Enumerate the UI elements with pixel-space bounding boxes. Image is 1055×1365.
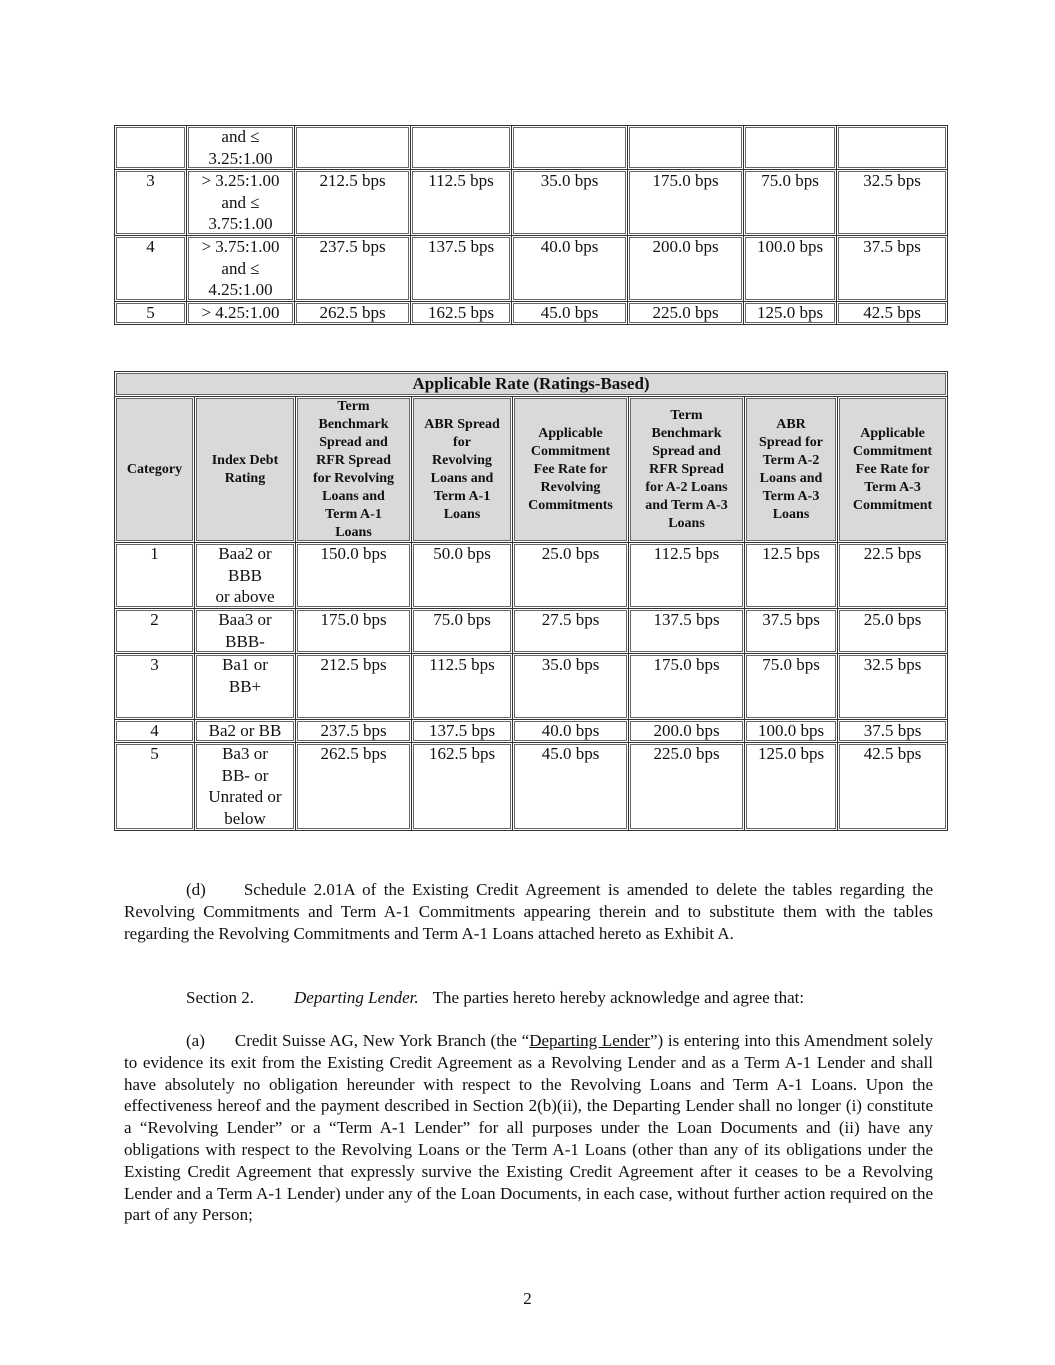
section-2-text: The parties hereto hereby acknowledge and agree that:	[432, 988, 805, 1007]
rate-cell: 150.0 bps	[296, 543, 412, 609]
rate-cell: 50.0 bps	[412, 543, 513, 609]
rate-cell: 175.0 bps	[628, 170, 744, 236]
table-row	[115, 743, 948, 831]
cell-line: BBB-	[225, 631, 265, 651]
category-cell: 4	[115, 236, 187, 302]
table-row	[115, 609, 948, 654]
rate-cell	[837, 126, 948, 170]
leverage-ratio-cell	[187, 170, 295, 236]
rate-cell: 237.5 bps	[296, 720, 412, 743]
table-row	[115, 654, 948, 720]
cell-line: Index Debt	[211, 452, 279, 468]
cell-line: 3.25:1.00	[208, 148, 273, 168]
table-row	[115, 720, 948, 743]
cell-line: for	[453, 434, 471, 450]
category-cell: 1	[115, 543, 195, 609]
rate-cell: 37.5 bps	[838, 720, 948, 743]
rate-cell: 237.5 bps	[295, 236, 411, 302]
rate-cell: 42.5 bps	[838, 743, 948, 831]
cell-line: for A-2 Loans	[645, 479, 728, 495]
rate-cell	[628, 126, 744, 170]
cell-line: Loans	[335, 524, 372, 540]
rate-cell: 32.5 bps	[837, 170, 948, 236]
index-debt-rating-cell	[195, 654, 296, 720]
rate-cell: 200.0 bps	[629, 720, 745, 743]
ratings-table-body	[115, 543, 948, 831]
rate-cell: 162.5 bps	[411, 302, 512, 325]
paragraph-a-text-after: ”) is entering into this Amendment solely to evidence its exit from the Existing Credit Agreement as a Revolving Lender and as a Term A-1 Lender and shall have absolutely no obligation hereunder with respect to the Revolving Loans and Term A-1 Loans. Upon the effectiveness hereof and the payment described in Section 2(b)(ii), the Departing Lender shall no longer (i) constitute a “Revolving Lender” or a “Term A-1 Lender” for all purposes under the Loan Documents and (ii) have any obligations with respect to the Revolving Loans or the Term A-1 Loans (other than any of its obligations under the Existing Credit Agreement that expressly survive the Existing Credit Agreement after it ceases to be a Revolving Lender and a Term A-1 Lender) under any of the Loan Documents, in each case, without further action required on the part of any Person;	[124, 1031, 933, 1225]
column-header	[513, 397, 629, 543]
cell-line: Applicable	[538, 425, 603, 441]
rate-cell: 40.0 bps	[512, 236, 628, 302]
cell-line: Applicable	[860, 425, 925, 441]
cell-line: Term A-1	[325, 506, 382, 522]
cell-line: BB- or	[221, 765, 269, 785]
column-header	[296, 397, 412, 543]
cell-line: Loans and	[759, 470, 823, 486]
cell-line: Benchmark	[318, 416, 389, 432]
column-header	[745, 397, 838, 543]
cell-line: Term A-1	[433, 488, 491, 504]
cell-line: and ≤	[221, 127, 260, 146]
rate-cell: 137.5 bps	[412, 720, 513, 743]
departing-lender-defined-term: Departing Lender	[529, 1031, 650, 1050]
table-row	[115, 126, 948, 170]
cell-line: 3.75:1.00	[208, 214, 273, 233]
column-header	[838, 397, 948, 543]
page-number: 2	[523, 1289, 532, 1308]
rate-cell: 32.5 bps	[838, 654, 948, 720]
cell-line: RFR Spread	[316, 452, 391, 468]
ratings-based-rate-table	[114, 371, 948, 831]
cell-line: or above	[215, 587, 275, 606]
rate-cell: 35.0 bps	[512, 170, 628, 236]
table-row	[115, 302, 948, 325]
rate-cell: 75.0 bps	[412, 609, 513, 654]
index-debt-rating-cell	[195, 743, 296, 831]
rate-cell: 42.5 bps	[837, 302, 948, 325]
cell-line: Spread and	[652, 443, 721, 459]
rate-cell: 75.0 bps	[744, 170, 837, 236]
rate-cell: 27.5 bps	[513, 609, 629, 654]
rate-cell: 37.5 bps	[837, 236, 948, 302]
rate-cell: 212.5 bps	[295, 170, 411, 236]
rate-cell: 112.5 bps	[412, 654, 513, 720]
cell-line: 4.25:1.00	[208, 280, 273, 299]
cell-line: Term A-2	[762, 452, 820, 468]
cell-line: Ba2 or BB	[208, 721, 282, 740]
cell-line: > 3.25:1.00	[201, 171, 280, 190]
leverage-ratio-cell	[187, 236, 295, 302]
cell-line: Commitment	[852, 497, 933, 513]
category-cell	[115, 126, 187, 170]
cell-line: > 4.25:1.00	[201, 303, 280, 322]
cell-line: Fee Rate for	[533, 461, 608, 477]
cell-line: Term A-3	[864, 479, 921, 495]
rate-cell: 262.5 bps	[295, 302, 411, 325]
table-row	[115, 543, 948, 609]
cell-line: Spread for	[759, 434, 823, 450]
cell-line: Rating	[224, 470, 266, 486]
section-2-label: Section 2.	[186, 988, 254, 1007]
rate-cell: 137.5 bps	[629, 609, 745, 654]
cell-line: and ≤	[221, 192, 260, 212]
cell-line: ABR Spread	[424, 416, 500, 432]
cell-line: Term A-3	[762, 488, 820, 504]
table-row	[115, 170, 948, 236]
section-2-heading	[124, 987, 933, 1009]
index-debt-rating-cell	[195, 609, 296, 654]
cell-line: RFR Spread	[649, 461, 724, 477]
rate-cell: 112.5 bps	[629, 543, 745, 609]
cell-line: Category	[126, 461, 183, 477]
category-cell: 5	[115, 302, 187, 325]
rate-cell: 37.5 bps	[745, 609, 838, 654]
cell-line: Loans and	[322, 488, 385, 504]
rate-cell: 162.5 bps	[412, 743, 513, 831]
paragraph-d-text: Schedule 2.01A of the Existing Credit Agreement is amended to delete the tables regarding the Revolving Commitments and Term A-1 Commitments appearing therein and to substitute them with the tables regarding the Revolving Commitments and Term A-1 Loans attached hereto as Exhibit A.	[124, 880, 933, 943]
paragraph-a-label: (a)	[186, 1031, 205, 1050]
column-header	[629, 397, 745, 543]
cell-line: Benchmark	[651, 425, 722, 441]
cell-line: for Revolving	[312, 470, 394, 486]
cell-line: > 3.75:1.00	[201, 237, 280, 256]
rate-cell	[411, 126, 512, 170]
index-debt-rating-cell	[195, 720, 296, 743]
rate-cell: 100.0 bps	[745, 720, 838, 743]
rate-cell: 75.0 bps	[745, 654, 838, 720]
cell-line	[199, 697, 291, 719]
cell-line: Commitments	[528, 497, 613, 513]
rate-cell	[512, 126, 628, 170]
cell-line: Ba1 or	[222, 655, 268, 674]
cell-line: Unrated or	[208, 787, 282, 806]
table-row	[115, 236, 948, 302]
column-header	[115, 397, 195, 543]
index-debt-rating-cell	[195, 543, 296, 609]
rate-cell: 262.5 bps	[296, 743, 412, 831]
leverage-ratio-cell	[187, 302, 295, 325]
cell-line: Baa2 or	[218, 544, 272, 563]
paragraph-a	[124, 1030, 933, 1226]
category-cell: 2	[115, 609, 195, 654]
leverage-ratio-cell	[187, 126, 295, 170]
category-cell: 3	[115, 654, 195, 720]
rate-cell: 22.5 bps	[838, 543, 948, 609]
cell-line: Baa3 or	[218, 610, 272, 629]
rate-cell: 45.0 bps	[512, 302, 628, 325]
rate-cell: 25.0 bps	[513, 543, 629, 609]
cell-line: Ba3 or	[222, 744, 268, 763]
rate-cell: 25.0 bps	[838, 609, 948, 654]
rate-cell: 40.0 bps	[513, 720, 629, 743]
rate-cell: 200.0 bps	[628, 236, 744, 302]
rate-cell: 125.0 bps	[744, 302, 837, 325]
cell-line: Loans and	[430, 470, 494, 486]
rate-cell: 175.0 bps	[629, 654, 745, 720]
ratings-table-header-row	[115, 397, 948, 543]
category-cell: 5	[115, 743, 195, 831]
column-header	[195, 397, 296, 543]
rate-cell: 175.0 bps	[296, 609, 412, 654]
paragraph-d-label: (d)	[186, 880, 206, 899]
cell-line: Revolving	[540, 479, 601, 495]
cell-line: Fee Rate for	[855, 461, 930, 477]
section-2-title: Departing Lender.	[294, 988, 419, 1007]
paragraph-a-text-before: Credit Suisse AG, New York Branch (the “	[234, 1031, 530, 1050]
rate-cell: 212.5 bps	[296, 654, 412, 720]
cell-line: Spread and	[319, 434, 388, 450]
category-cell: 4	[115, 720, 195, 743]
rate-cell: 45.0 bps	[513, 743, 629, 831]
leverage-rate-table-continued	[114, 125, 948, 325]
cell-line: Commitment	[852, 443, 933, 459]
paragraph-d	[124, 879, 933, 944]
rate-cell: 35.0 bps	[513, 654, 629, 720]
rate-cell	[295, 126, 411, 170]
cell-line: ABR	[776, 416, 806, 432]
rate-cell: 12.5 bps	[745, 543, 838, 609]
cell-line: below	[224, 808, 266, 828]
leverage-rate-table-body	[115, 126, 948, 325]
rate-cell: 225.0 bps	[628, 302, 744, 325]
cell-line: Loans	[772, 506, 810, 522]
cell-line: and Term A-3	[645, 497, 728, 513]
column-header	[412, 397, 513, 543]
cell-line: BB+	[228, 676, 262, 696]
rate-cell: 225.0 bps	[629, 743, 745, 831]
cell-line: Term	[670, 407, 703, 423]
cell-line: Term	[337, 398, 370, 414]
ratings-table-title: Applicable Rate (Ratings-Based)	[115, 372, 948, 397]
cell-line: Revolving	[432, 452, 492, 468]
rate-cell: 125.0 bps	[745, 743, 838, 831]
cell-line: Commitment	[530, 443, 611, 459]
rate-cell: 100.0 bps	[744, 236, 837, 302]
rate-cell: 112.5 bps	[411, 170, 512, 236]
cell-line: Loans	[668, 515, 705, 531]
category-cell: 3	[115, 170, 187, 236]
rate-cell	[744, 126, 837, 170]
cell-line: Loans	[443, 506, 481, 522]
cell-line: BBB	[227, 565, 263, 585]
cell-line: and ≤	[221, 258, 260, 278]
rate-cell: 137.5 bps	[411, 236, 512, 302]
